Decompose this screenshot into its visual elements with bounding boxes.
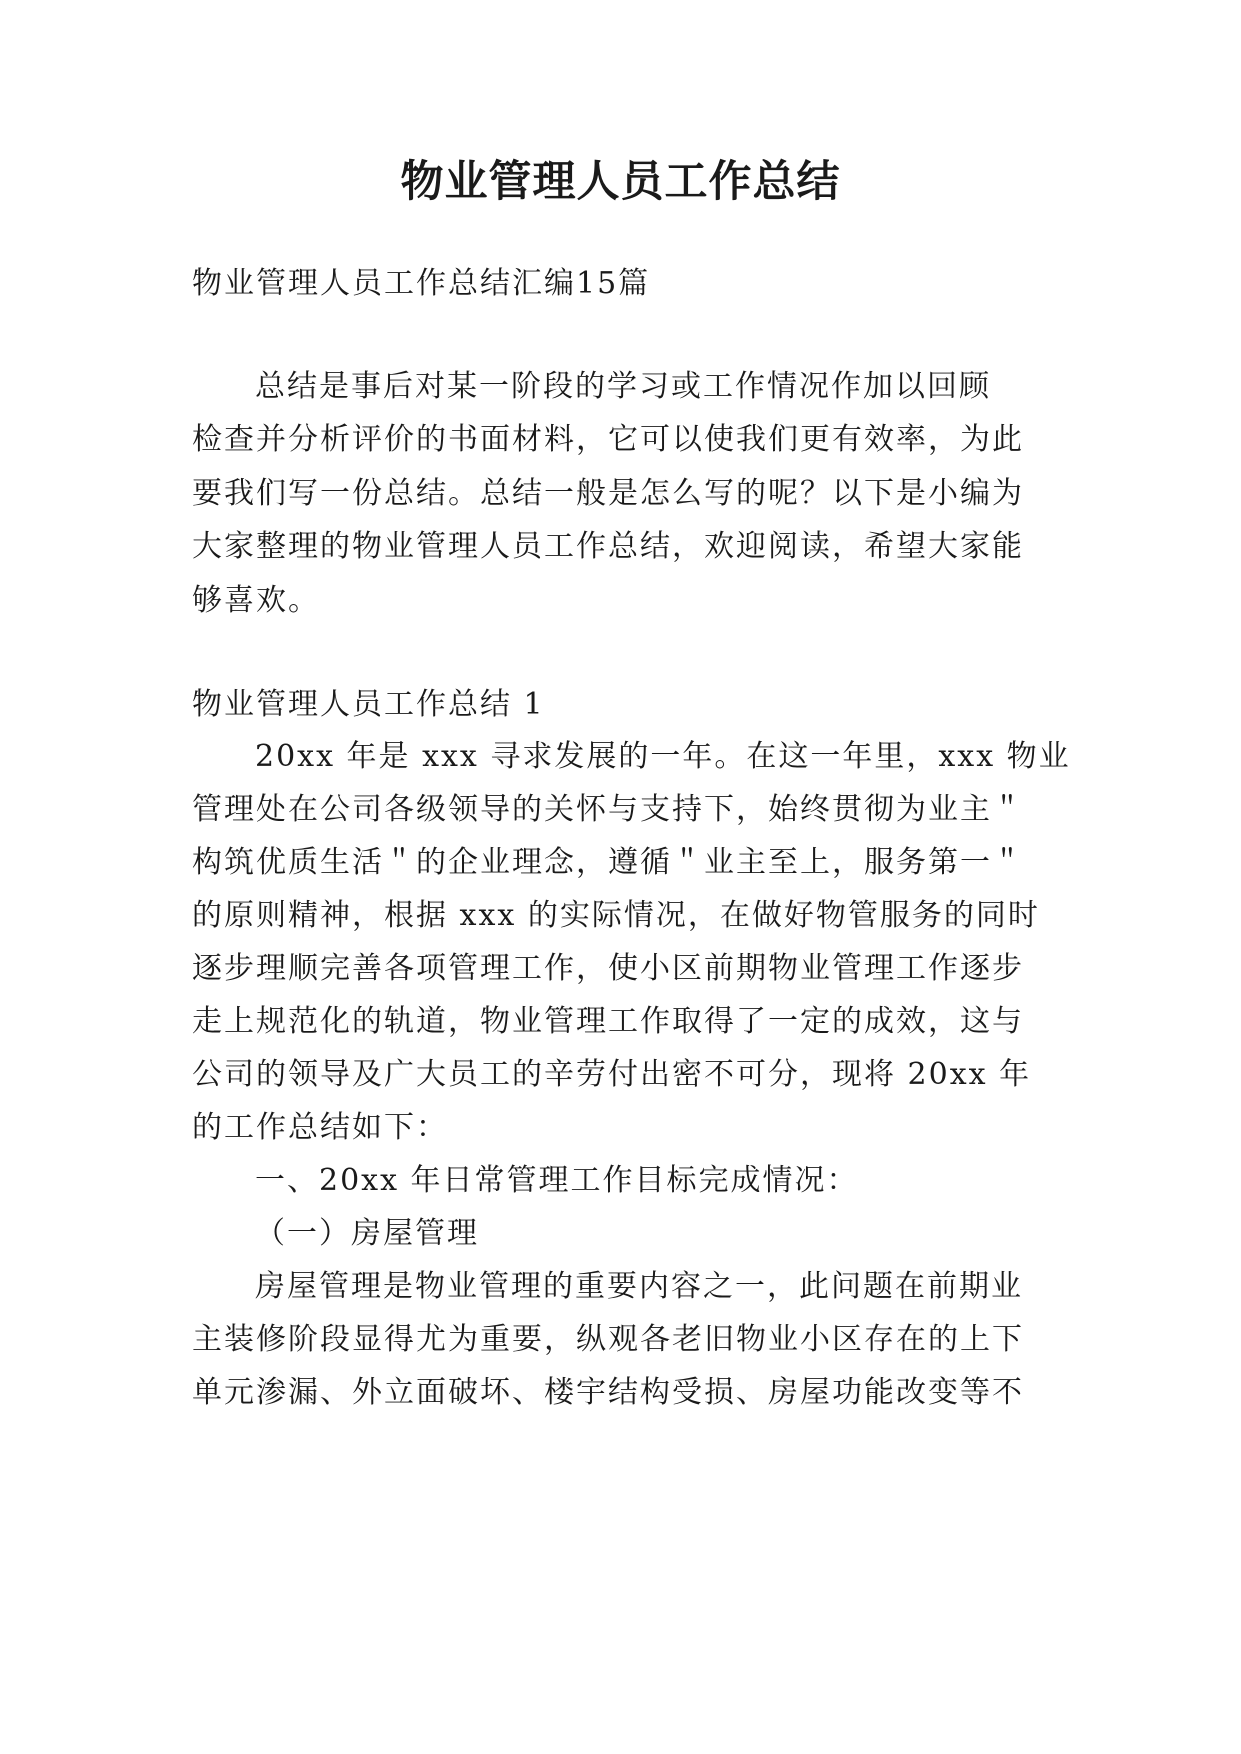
body-line: 构筑优质生活＂的企业理念，遵循＂业主至上，服务第一＂: [192, 845, 1024, 880]
body-line: 逐步理顺完善各项管理工作，使小区前期物业管理工作逐步: [192, 951, 1024, 986]
intro-line: 总结是事后对某一阶段的学习或工作情况作加以回顾: [255, 369, 991, 404]
subitem-heading: （一）房屋管理: [255, 1216, 479, 1251]
body-line: 的原则精神，根据 xxx 的实际情况，在做好物管服务的同时: [192, 898, 1040, 933]
house-line: 房屋管理是物业管理的重要内容之一，此问题在前期业: [255, 1269, 1023, 1304]
body-line: 公司的领导及广大员工的辛劳付出密不可分，现将 20xx 年: [192, 1057, 1032, 1092]
house-line: 主装修阶段显得尤为重要，纵观各老旧物业小区存在的上下: [192, 1322, 1024, 1357]
intro-line: 检查并分析评价的书面材料，它可以使我们更有效率，为此: [192, 422, 1024, 457]
body-line: 管理处在公司各级领导的关怀与支持下，始终贯彻为业主＂: [192, 792, 1024, 827]
intro-line: 要我们写一份总结。总结一般是怎么写的呢？以下是小编为: [192, 476, 1024, 511]
document-title: 物业管理人员工作总结: [400, 157, 841, 207]
body-line: 的工作总结如下：: [192, 1110, 448, 1145]
body-line: 走上规范化的轨道，物业管理工作取得了一定的成效，这与: [192, 1004, 1024, 1039]
document-subtitle: 物业管理人员工作总结汇编15篇: [192, 266, 651, 301]
body-line: 20xx 年是 xxx 寻求发展的一年。在这一年里，xxx 物业: [255, 739, 1071, 774]
item-heading: 一、20xx 年日常管理工作目标完成情况：: [255, 1163, 859, 1198]
house-line: 单元渗漏、外立面破坏、楼宇结构受损、房屋功能改变等不: [192, 1375, 1024, 1410]
intro-line: 够喜欢。: [192, 583, 320, 618]
section-heading: 物业管理人员工作总结 1: [192, 687, 545, 722]
intro-line: 大家整理的物业管理人员工作总结，欢迎阅读，希望大家能: [192, 529, 1024, 564]
